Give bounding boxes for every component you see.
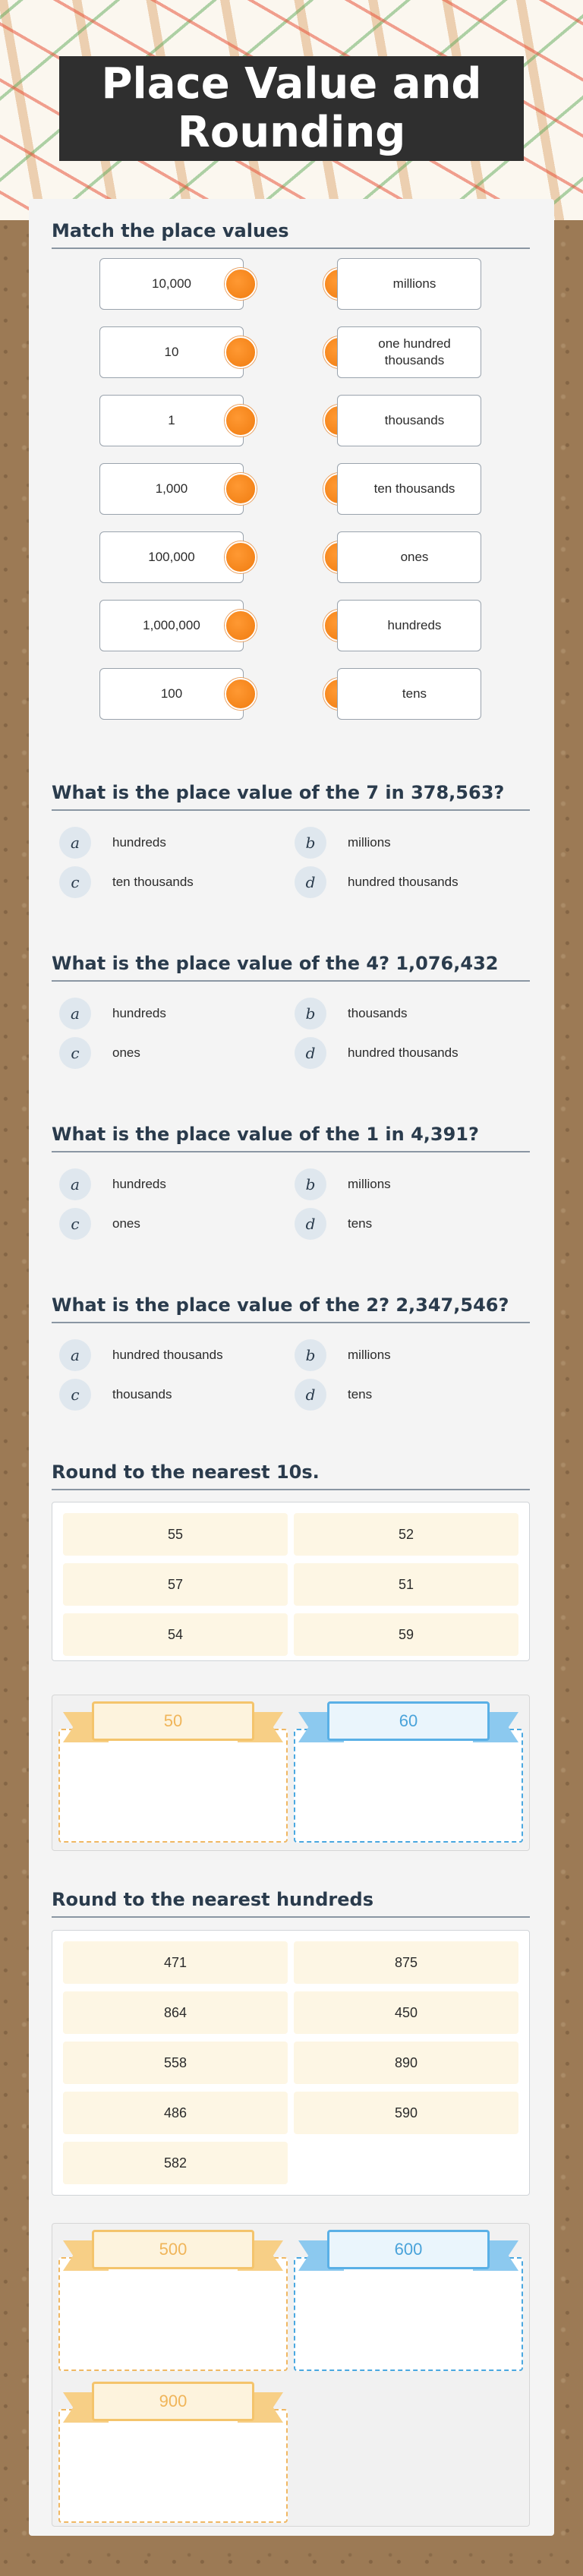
match-left-connector[interactable] — [225, 610, 257, 642]
option-text: hundred thousands — [348, 875, 459, 889]
page-title: Place Value and Rounding — [59, 56, 524, 161]
answer-option[interactable] — [59, 997, 166, 1030]
draggable-number[interactable]: 59 — [294, 1613, 518, 1656]
round100-items-box — [52, 1930, 530, 2196]
match-right-card[interactable]: ten thousands — [337, 463, 481, 515]
option-letter: c — [59, 1379, 91, 1411]
drop-bin[interactable] — [58, 1729, 288, 1843]
answer-option[interactable] — [295, 1378, 372, 1411]
option-letter: b — [295, 998, 326, 1029]
option-letter: d — [295, 866, 326, 898]
question-heading: What is the place value of the 4? 1,076,432 — [52, 953, 530, 982]
answer-option[interactable] — [295, 865, 459, 899]
question-heading: What is the place value of the 2? 2,347,546? — [52, 1294, 530, 1323]
match-right-card[interactable]: tens — [337, 668, 481, 720]
draggable-number[interactable]: 890 — [294, 2042, 518, 2084]
match-left-card[interactable]: 1 — [99, 395, 244, 446]
match-left-connector[interactable] — [225, 541, 257, 573]
drop-bin[interactable] — [58, 2257, 288, 2371]
answer-option[interactable] — [59, 1338, 223, 1372]
option-letter: a — [59, 1168, 91, 1200]
answer-option[interactable] — [295, 1207, 372, 1241]
match-left-card[interactable]: 10 — [99, 326, 244, 378]
option-text: hundred thousands — [348, 1045, 459, 1060]
answer-option[interactable] — [59, 1207, 140, 1241]
option-text: hundred thousands — [112, 1348, 223, 1362]
option-letter: b — [295, 1168, 326, 1200]
answer-option[interactable] — [59, 826, 166, 859]
bin-label-ribbon — [63, 2382, 283, 2421]
bin-label: 900 — [92, 2382, 254, 2421]
match-left-connector[interactable] — [225, 336, 257, 368]
option-letter: d — [295, 1037, 326, 1069]
match-left-connector[interactable] — [225, 268, 257, 300]
answer-option[interactable] — [59, 1036, 140, 1070]
option-text: thousands — [348, 1006, 408, 1020]
draggable-number[interactable]: 486 — [63, 2092, 288, 2134]
draggable-number[interactable]: 57 — [63, 1563, 288, 1606]
answer-option[interactable] — [59, 1378, 172, 1411]
option-letter: a — [59, 1339, 91, 1371]
match-heading: Match the place values — [52, 220, 530, 249]
match-left-card[interactable]: 10,000 — [99, 258, 244, 310]
option-text: ones — [112, 1045, 140, 1060]
match-left-connector[interactable] — [225, 473, 257, 505]
draggable-number[interactable]: 864 — [63, 1991, 288, 2034]
draggable-number[interactable]: 582 — [63, 2142, 288, 2184]
answer-option[interactable] — [59, 865, 194, 899]
round100-bins — [52, 2223, 530, 2527]
match-left-card[interactable]: 1,000,000 — [99, 600, 244, 651]
drop-bin[interactable] — [58, 2409, 288, 2523]
option-text: ones — [112, 1216, 140, 1231]
match-right-card[interactable]: thousands — [337, 395, 481, 446]
option-letter: c — [59, 866, 91, 898]
answer-option[interactable] — [295, 997, 407, 1030]
option-letter: d — [295, 1208, 326, 1240]
match-right-card[interactable]: one hundred thousands — [337, 326, 481, 378]
option-letter: a — [59, 827, 91, 859]
drop-bin[interactable] — [294, 2257, 523, 2371]
match-right-card[interactable]: ones — [337, 531, 481, 583]
option-letter: a — [59, 998, 91, 1029]
draggable-number[interactable]: 471 — [63, 1941, 288, 1984]
option-text: millions — [348, 1348, 391, 1362]
draggable-number[interactable]: 55 — [63, 1513, 288, 1556]
bin-label: 600 — [327, 2230, 490, 2269]
draggable-number[interactable]: 875 — [294, 1941, 518, 1984]
bin-label-ribbon — [63, 2230, 283, 2269]
draggable-number[interactable]: 52 — [294, 1513, 518, 1556]
round10-heading: Round to the nearest 10s. — [52, 1461, 530, 1490]
drop-bin[interactable] — [294, 1729, 523, 1843]
question-heading: What is the place value of the 7 in 378,563? — [52, 782, 530, 811]
question-heading: What is the place value of the 1 in 4,391? — [52, 1124, 530, 1152]
option-text: hundreds — [112, 1177, 166, 1191]
option-text: tens — [348, 1216, 373, 1231]
round10-items-box — [52, 1502, 530, 1661]
draggable-number[interactable]: 54 — [63, 1613, 288, 1656]
option-text: millions — [348, 835, 391, 850]
draggable-number[interactable]: 51 — [294, 1563, 518, 1606]
bin-label: 500 — [92, 2230, 254, 2269]
option-text: millions — [348, 1177, 391, 1191]
option-letter: c — [59, 1208, 91, 1240]
answer-option[interactable] — [295, 826, 391, 859]
bin-label: 60 — [327, 1701, 490, 1741]
round100-heading: Round to the nearest hundreds — [52, 1889, 530, 1918]
match-left-card[interactable]: 100 — [99, 668, 244, 720]
match-left-card[interactable]: 1,000 — [99, 463, 244, 515]
match-left-connector[interactable] — [225, 678, 257, 710]
draggable-number[interactable]: 558 — [63, 2042, 288, 2084]
answer-option[interactable] — [295, 1036, 459, 1070]
option-text: ten thousands — [112, 875, 194, 889]
answer-option[interactable] — [295, 1168, 391, 1201]
match-right-card[interactable]: millions — [337, 258, 481, 310]
bin-label: 50 — [92, 1701, 254, 1741]
option-letter: b — [295, 1339, 326, 1371]
option-letter: d — [295, 1379, 326, 1411]
round10-bins — [52, 1695, 530, 1851]
option-letter: c — [59, 1037, 91, 1069]
option-text: tens — [348, 1387, 373, 1402]
match-right-card[interactable]: hundreds — [337, 600, 481, 651]
option-letter: b — [295, 827, 326, 859]
match-left-connector[interactable] — [225, 405, 257, 437]
answer-option[interactable] — [59, 1168, 166, 1201]
match-left-card[interactable]: 100,000 — [99, 531, 244, 583]
draggable-number[interactable]: 450 — [294, 1991, 518, 2034]
bin-label-ribbon — [298, 1701, 518, 1741]
answer-option[interactable] — [295, 1338, 391, 1372]
bin-label-ribbon — [298, 2230, 518, 2269]
option-text: hundreds — [112, 1006, 166, 1020]
bin-label-ribbon — [63, 1701, 283, 1741]
option-text: hundreds — [112, 835, 166, 850]
option-text: thousands — [112, 1387, 172, 1402]
draggable-number[interactable]: 590 — [294, 2092, 518, 2134]
